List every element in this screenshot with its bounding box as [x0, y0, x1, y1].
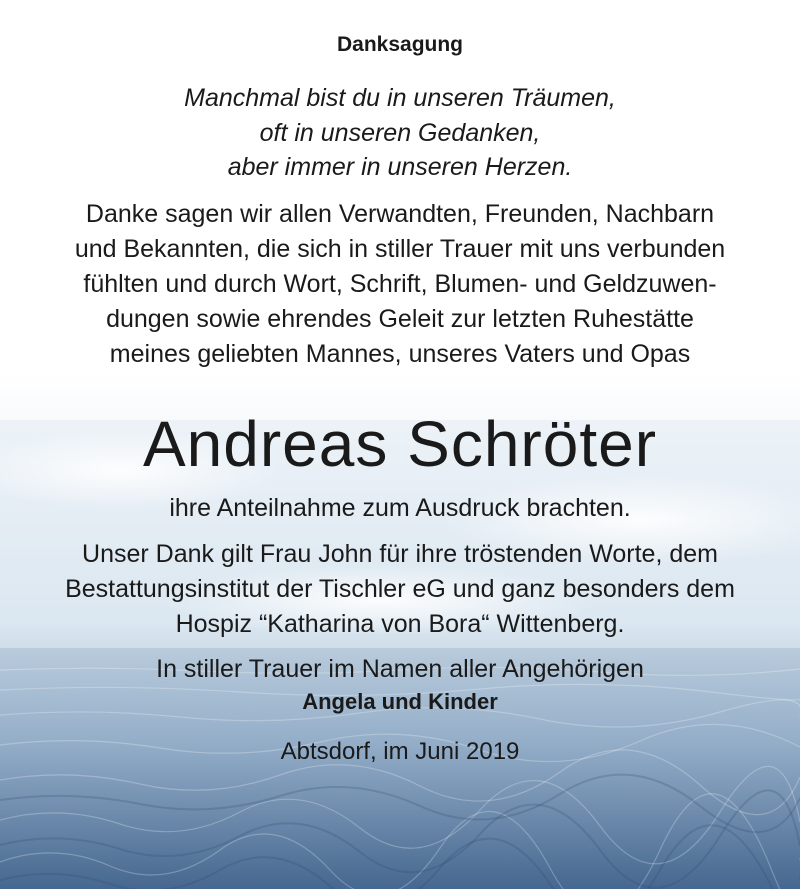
verse-line: oft in unseren Gedanken,	[259, 119, 541, 147]
thanks-line: und Bekannten, die sich in stiller Trauer mit uns verbunden	[74, 235, 726, 263]
mourning-line: In stiller Trauer im Namen aller Angehörigen	[156, 655, 644, 683]
deceased-name: Andreas Schröter	[142, 408, 658, 480]
closing-line: Bestattungsinstitut der Tischler eG und ganz besonders dem	[65, 575, 735, 603]
place-date: Abtsdorf, im Juni 2019	[280, 738, 520, 765]
thanks-line: dungen sowie ehrendes Geleit zur letzten Ruhestätte	[106, 305, 694, 333]
signature: Angela und Kinder	[302, 689, 498, 714]
thanks-line: meines geliebten Mannes, unseres Vaters und Opas	[109, 340, 691, 368]
verse-line: aber immer in unseren Herzen.	[227, 153, 573, 181]
thanks-line: Danke sagen wir allen Verwandten, Freunden, Nachbarn	[85, 200, 715, 228]
thanks-line: fühlten und durch Wort, Schrift, Blumen- und Geldzuwen-	[83, 270, 717, 298]
closing-line: Unser Dank gilt Frau John für ihre tröstenden Worte, dem	[82, 540, 718, 568]
closing-line: ihre Anteilnahme zum Ausdruck brachten.	[169, 494, 631, 522]
verse-line: Manchmal bist du in unseren Träumen,	[184, 84, 616, 112]
notice-heading: Danksagung	[336, 33, 464, 56]
closing-line: Hospiz “Katharina von Bora“ Wittenberg.	[175, 610, 625, 638]
